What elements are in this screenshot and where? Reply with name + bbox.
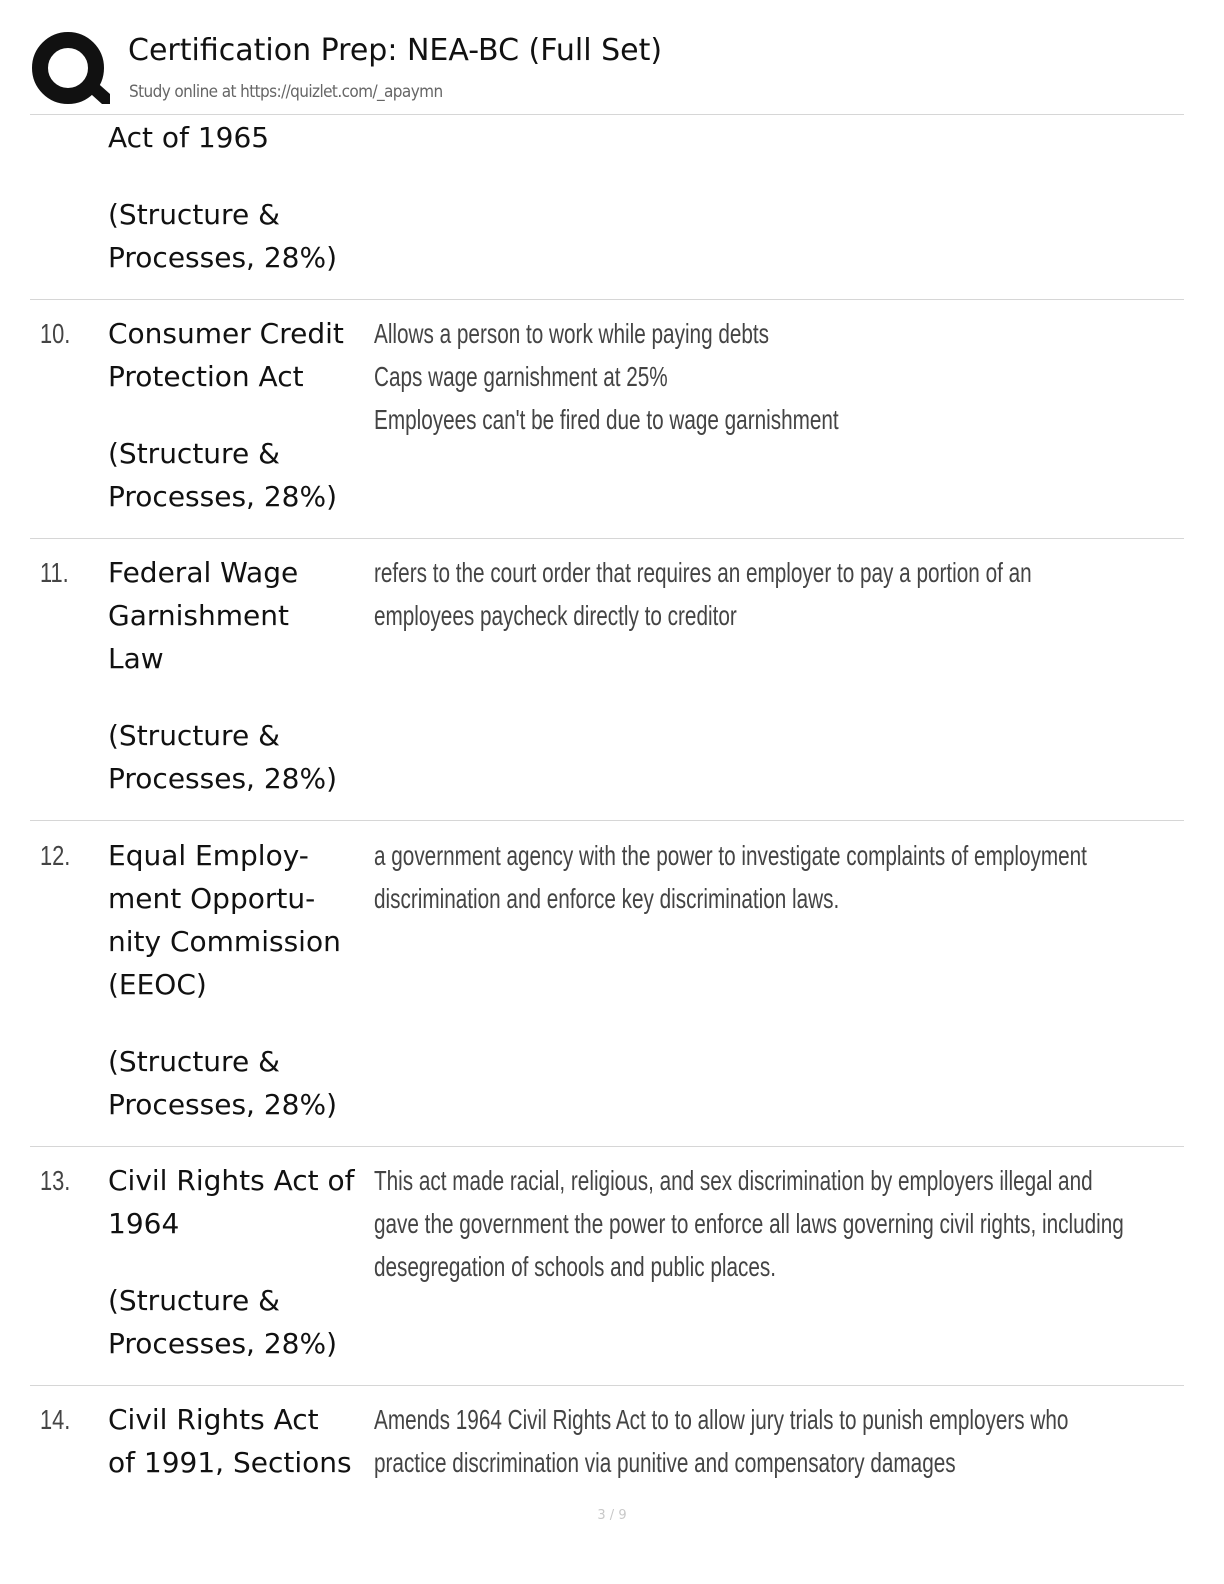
definition-line: refers to the court order that requires an employer to pay a portion of an xyxy=(374,557,1032,588)
row-divider xyxy=(30,538,1184,539)
term-category-line: Processes, 28%) xyxy=(108,241,337,274)
term-line: (EEOC) xyxy=(108,968,207,1001)
term-category-line: (Structure & xyxy=(108,437,280,470)
term-line: Equal Employ- xyxy=(108,839,309,872)
page-header xyxy=(0,0,1224,116)
term-line: Law xyxy=(108,642,164,675)
definition-line: Caps wage garnishment at 25% xyxy=(374,361,668,392)
term-line: Federal Wage xyxy=(108,556,299,589)
term-line: Consumer Credit xyxy=(108,317,344,350)
term-category-line: (Structure & xyxy=(108,1045,280,1078)
row-divider xyxy=(30,299,1184,300)
term-line: Garnishment xyxy=(108,599,289,632)
card-definition xyxy=(374,1398,1151,1484)
term-category-line: (Structure & xyxy=(108,1284,280,1317)
definition-line: Allows a person to work while paying debts xyxy=(374,318,770,349)
term-category-line: Processes, 28%) xyxy=(108,1327,337,1360)
term-line: Protection Act xyxy=(108,360,304,393)
card-term xyxy=(108,834,370,1126)
card-definition xyxy=(374,551,1151,637)
term-category-line: Processes, 28%) xyxy=(108,1088,337,1121)
card-term xyxy=(108,116,370,279)
definition-line: practice discrimination via punitive and compensatory damages xyxy=(374,1447,956,1478)
card-term xyxy=(108,312,370,518)
term-category-line: (Structure & xyxy=(108,719,280,752)
definition-line: gave the government the power to enforce all laws governing civil rights, including xyxy=(374,1208,1124,1239)
card-number: 14. xyxy=(40,1404,71,1435)
card-definition xyxy=(374,1159,1151,1288)
definition-line: a government agency with the power to investigate complaints of employment xyxy=(374,840,1087,871)
term-category-line: (Structure & xyxy=(108,198,280,231)
term-line: 1964 xyxy=(108,1207,180,1240)
card-term xyxy=(108,551,370,800)
term-line: Civil Rights Act xyxy=(108,1403,319,1436)
term-line: nity Commission xyxy=(108,925,341,958)
quizlet-logo-icon xyxy=(30,30,110,108)
definition-line: Employees can't be fired due to wage garnishment xyxy=(374,404,839,435)
definition-line: employees paycheck directly to creditor xyxy=(374,600,737,631)
study-online-link[interactable]: Study online at https://quizlet.com/_apaymn xyxy=(129,82,443,102)
definition-line: This act made racial, religious, and sex discrimination by employers illegal and xyxy=(374,1165,1093,1196)
term-line: of 1991, Sections xyxy=(108,1446,352,1479)
header-divider xyxy=(30,114,1184,115)
definition-line: Amends 1964 Civil Rights Act to to allow jury trials to punish employers who xyxy=(374,1404,1069,1435)
term-line: ment Opportu- xyxy=(108,882,316,915)
page-number: 3 / 9 xyxy=(597,1508,627,1523)
definition-line: desegregation of schools and public places. xyxy=(374,1251,777,1282)
term-line: Act of 1965 xyxy=(108,121,270,154)
card-number: 12. xyxy=(40,840,71,871)
term-line: Civil Rights Act of xyxy=(108,1164,355,1197)
term-category-line: Processes, 28%) xyxy=(108,762,337,795)
definition-line: discrimination and enforce key discrimination laws. xyxy=(374,883,840,914)
row-divider xyxy=(30,1385,1184,1386)
row-divider xyxy=(30,820,1184,821)
card-number: 13. xyxy=(40,1165,71,1196)
card-term xyxy=(108,1159,370,1365)
card-definition xyxy=(374,312,1151,441)
term-category-line: Processes, 28%) xyxy=(108,480,337,513)
row-divider xyxy=(30,1146,1184,1147)
card-definition xyxy=(374,834,1151,920)
card-number: 10. xyxy=(40,318,71,349)
card-term xyxy=(108,1398,370,1484)
document-title: Certification Prep: NEA-BC (Full Set) xyxy=(128,33,663,68)
card-number: 11. xyxy=(40,557,69,588)
